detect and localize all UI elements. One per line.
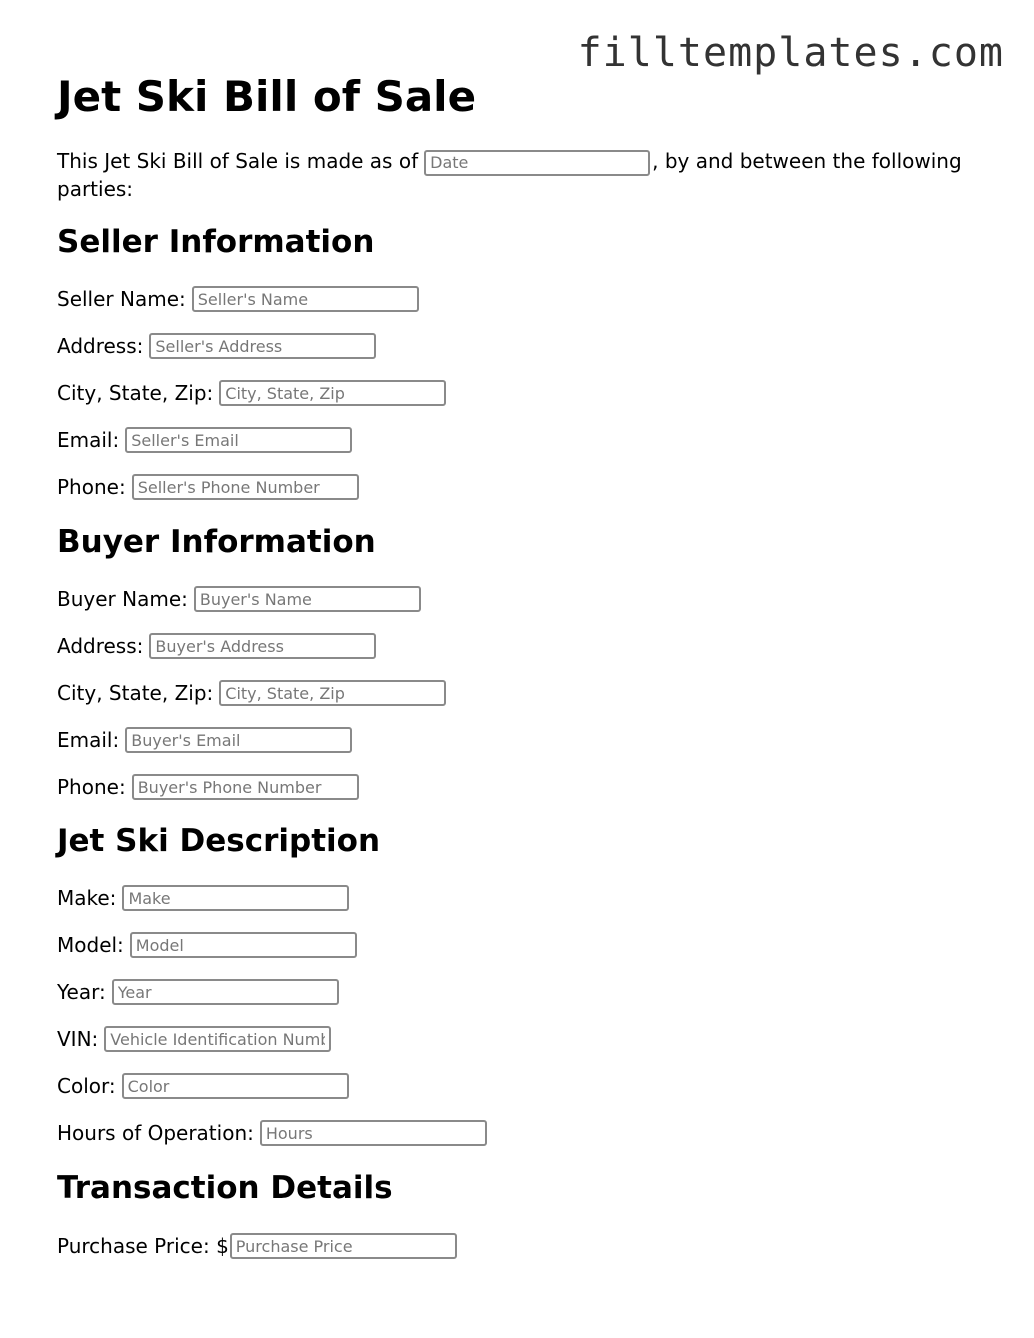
intro-text-before: This Jet Ski Bill of Sale is made as of	[57, 149, 419, 173]
buyer-address-row	[57, 632, 376, 660]
make-row	[57, 884, 349, 912]
buyer-name-input[interactable]	[194, 586, 421, 612]
seller-address-label: Address:	[57, 334, 144, 358]
seller-city-row	[57, 379, 446, 407]
purchase-price-label: Purchase Price: $	[57, 1234, 229, 1258]
model-label: Model:	[57, 933, 124, 957]
seller-city-input[interactable]	[219, 380, 446, 406]
buyer-name-row	[57, 585, 421, 613]
color-label: Color:	[57, 1074, 116, 1098]
year-row	[57, 978, 339, 1006]
seller-phone-label: Phone:	[57, 475, 126, 499]
watermark: filltemplates.com	[577, 30, 1004, 76]
seller-heading: Seller Information	[57, 224, 375, 260]
make-input[interactable]	[122, 885, 349, 911]
intro-paragraph	[57, 148, 987, 202]
buyer-phone-input[interactable]	[132, 774, 359, 800]
vin-row	[57, 1025, 331, 1053]
transaction-heading: Transaction Details	[57, 1170, 393, 1206]
buyer-email-input[interactable]	[125, 727, 352, 753]
buyer-phone-label: Phone:	[57, 775, 126, 799]
year-input[interactable]	[112, 979, 339, 1005]
make-label: Make:	[57, 886, 117, 910]
color-row	[57, 1072, 349, 1100]
purchase-price-row	[57, 1232, 457, 1260]
buyer-heading: Buyer Information	[57, 524, 376, 560]
seller-phone-row	[57, 473, 359, 501]
buyer-address-label: Address:	[57, 634, 144, 658]
buyer-city-label: City, State, Zip:	[57, 681, 214, 705]
seller-address-row	[57, 332, 376, 360]
buyer-address-input[interactable]	[149, 633, 376, 659]
seller-name-label: Seller Name:	[57, 287, 186, 311]
seller-email-row	[57, 426, 352, 454]
buyer-phone-row	[57, 773, 359, 801]
seller-city-label: City, State, Zip:	[57, 381, 214, 405]
color-input[interactable]	[122, 1073, 349, 1099]
buyer-email-label: Email:	[57, 728, 120, 752]
seller-phone-input[interactable]	[132, 474, 359, 500]
intro-text-after: , by and between the following parties:	[57, 149, 962, 201]
model-input[interactable]	[130, 932, 357, 958]
year-label: Year:	[57, 980, 106, 1004]
buyer-city-row	[57, 679, 446, 707]
jetski-heading: Jet Ski Description	[57, 823, 381, 859]
hours-label: Hours of Operation:	[57, 1121, 254, 1145]
seller-email-label: Email:	[57, 428, 120, 452]
hours-row	[57, 1119, 487, 1147]
date-input[interactable]	[424, 150, 650, 176]
vin-label: VIN:	[57, 1027, 99, 1051]
seller-name-input[interactable]	[192, 286, 419, 312]
seller-address-input[interactable]	[149, 333, 376, 359]
model-row	[57, 931, 357, 959]
hours-input[interactable]	[260, 1120, 487, 1146]
seller-email-input[interactable]	[125, 427, 352, 453]
buyer-city-input[interactable]	[219, 680, 446, 706]
buyer-name-label: Buyer Name:	[57, 587, 188, 611]
page-title: Jet Ski Bill of Sale	[57, 72, 477, 121]
buyer-email-row	[57, 726, 352, 754]
vin-input[interactable]	[104, 1026, 331, 1052]
purchase-price-input[interactable]	[230, 1233, 457, 1259]
seller-name-row	[57, 285, 419, 313]
